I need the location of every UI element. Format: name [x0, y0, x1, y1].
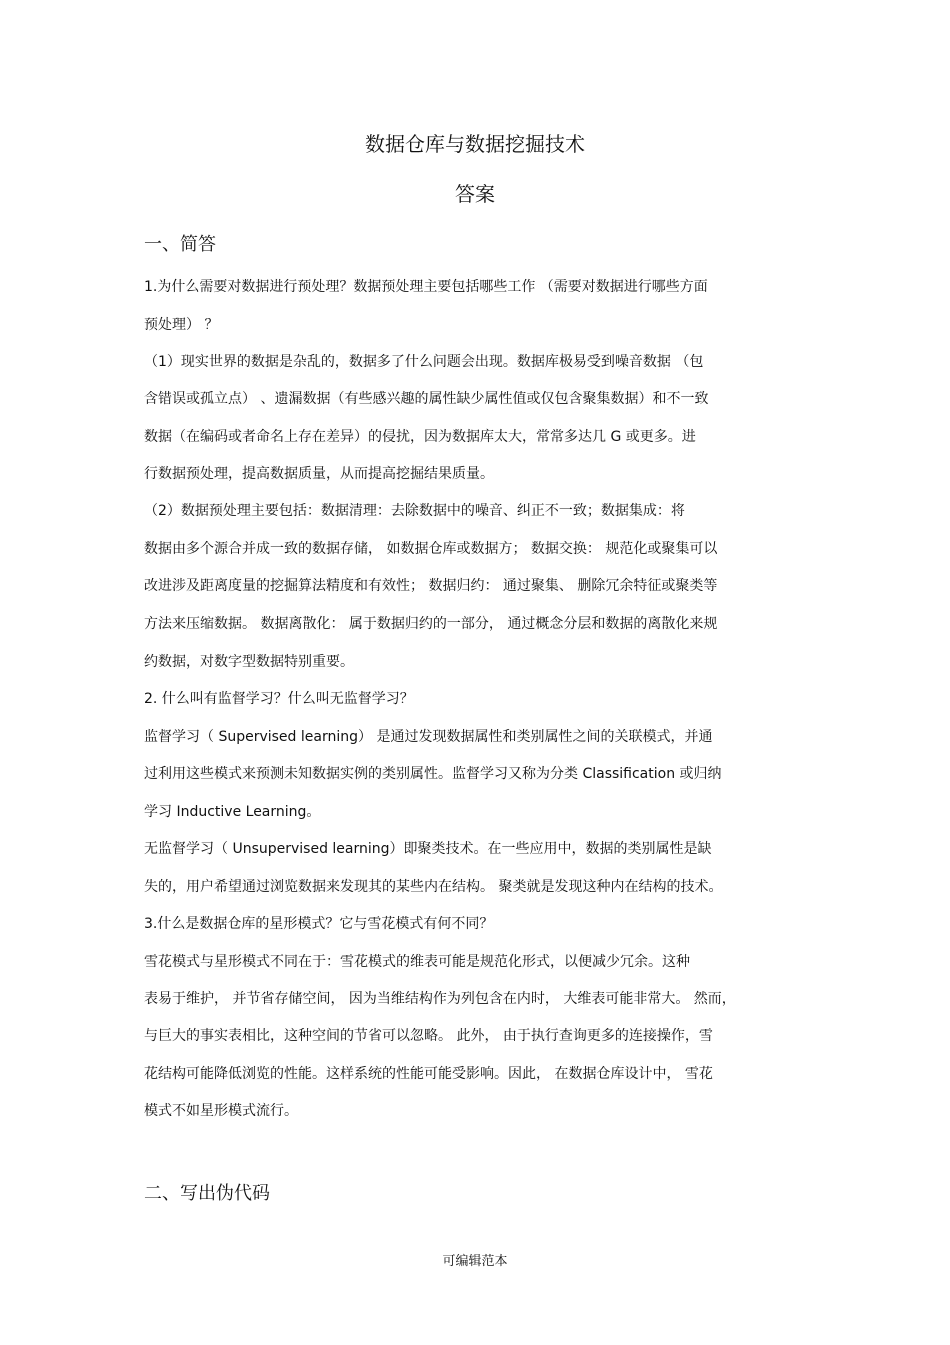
text-line: 约数据，对数字型数据特别重要。	[144, 654, 354, 670]
text-line: 失的，用户希望通过浏览数据来发现其的某些内在结构。 聚类就是发现这种内在结构的技术。	[144, 879, 723, 895]
text-line: 表易于维护， 并节省存储空间， 因为当维结构作为列包含在内时， 大维表可能非常大。 然而，	[144, 991, 736, 1007]
text-line: 无监督学习（ Unsupervised learning）即聚类技术。在一些应用中，数据的类别属性是缺	[144, 841, 712, 857]
text-line: 过利用这些模式来预测未知数据实例的类别属性。监督学习又称为分类 Classification 或归纳	[144, 766, 722, 782]
text-line: （2）数据预处理主要包括：数据清理：去除数据中的噪音、纠正不一致；数据集成：将	[144, 503, 685, 519]
document-subtitle: 答案	[455, 182, 495, 206]
section-heading-qa: 一、简答	[144, 234, 216, 255]
text-line: 雪花模式与星形模式不同在于：雪花模式的维表可能是规范化形式，以便减少冗余。这种	[144, 954, 690, 970]
text-line: 学习 Inductive Learning。	[144, 804, 321, 820]
text-line: （1）现实世界的数据是杂乱的，数据多了什么问题会出现。数据库极易受到噪音数据 （包	[144, 354, 704, 370]
text-line: 监督学习（ Supervised learning） 是通过发现数据属性和类别属性之间的关联模式，并通	[144, 729, 713, 745]
question-2: 2. 什么叫有监督学习？什么叫无监督学习？	[144, 691, 414, 707]
page-footer: 可编辑范本	[442, 1254, 508, 1269]
text-line: 花结构可能降低浏览的性能。这样系统的性能可能受影响。因此， 在数据仓库设计中， 雪花	[144, 1066, 713, 1082]
text-line: 数据由多个源合并成一致的数据存储， 如数据仓库或数据方； 数据交换： 规范化或聚集可以	[144, 541, 718, 557]
text-line: 与巨大的事实表相比，这种空间的节省可以忽略。 此外， 由于执行查询更多的连接操作，雪	[144, 1028, 713, 1044]
section-heading-pseudocode: 二、写出伪代码	[144, 1183, 270, 1204]
text-line: 方法来压缩数据。 数据离散化： 属于数据归约的一部分， 通过概念分层和数据的离散化来规	[144, 616, 718, 632]
text-line: 1.为什么需要对数据进行预处理？数据预处理主要包括哪些工作 （需要对数据进行哪些方面	[144, 279, 708, 295]
question-3: 3.什么是数据仓库的星形模式？它与雪花模式有何不同？	[144, 916, 494, 932]
document-title: 数据仓库与数据挖掘技术	[365, 132, 585, 156]
text-line: 预处理） ？	[144, 317, 219, 333]
text-line: 含错误或孤立点） 、遗漏数据（有些感兴趣的属性缺少属性值或仅包含聚集数据）和不一致	[144, 391, 709, 407]
text-line: 数据（在编码或者命名上存在差异）的侵扰，因为数据库太大，常常多达几 G 或更多。进	[144, 429, 696, 445]
text-line: 行数据预处理，提高数据质量，从而提高挖掘结果质量。	[144, 466, 494, 482]
text-line: 改进涉及距离度量的挖掘算法精度和有效性； 数据归约： 通过聚集、 删除冗余特征或聚类等	[144, 578, 718, 594]
text-line: 模式不如星形模式流行。	[144, 1103, 298, 1119]
